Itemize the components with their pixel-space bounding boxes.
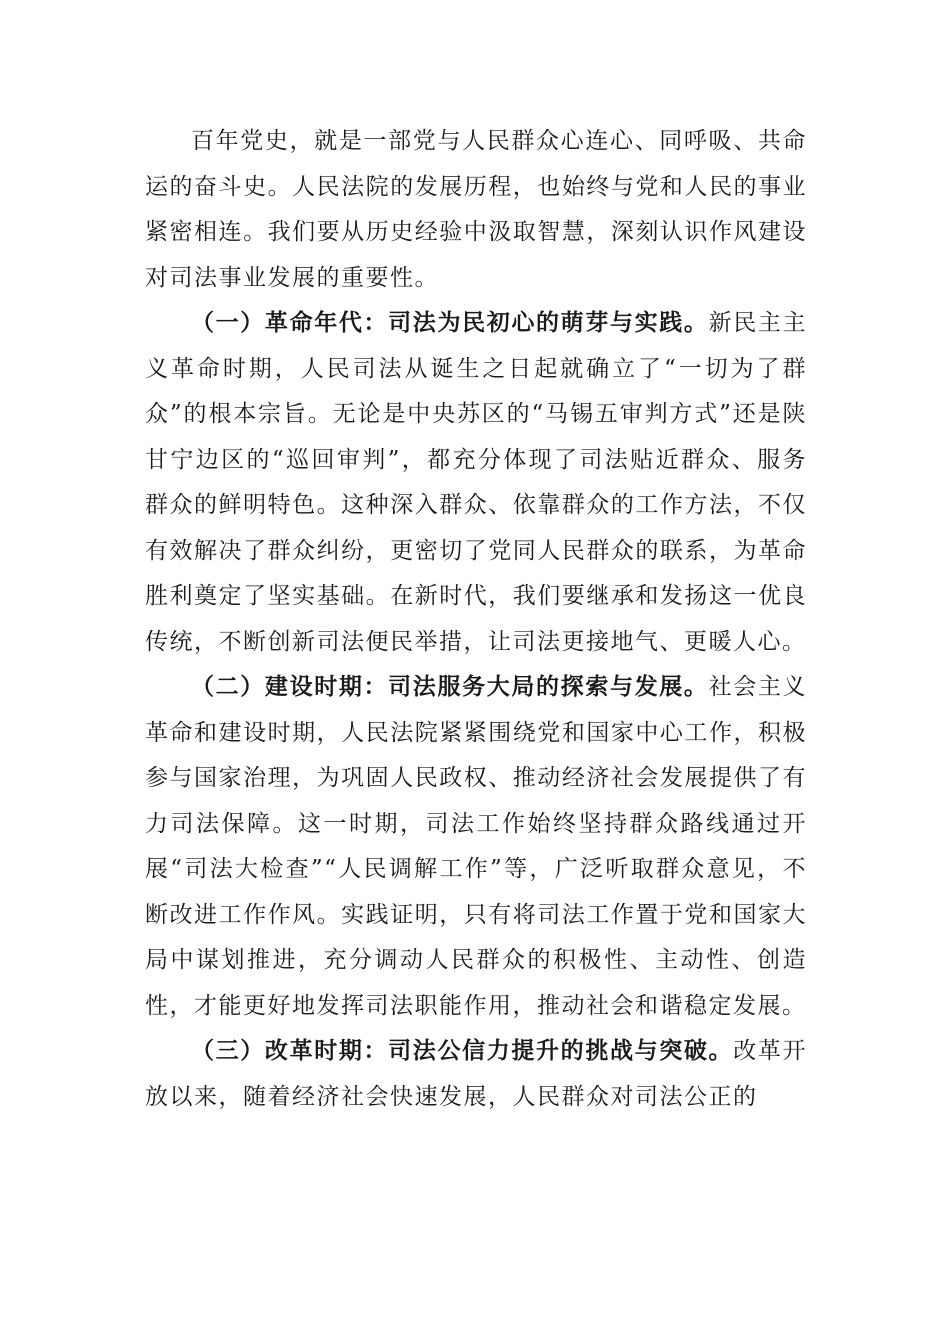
document-page bbox=[145, 119, 807, 1120]
section-3-heading: （三）改革时期：司法公信力提升的挑战与突破。 bbox=[191, 1038, 734, 1064]
section-2-body: 社会主义革命和建设时期，人民法院紧紧围绕党和国家中心工作，积极参与国家治理，为巩固人民政权、推动经济社会发展提供了有力司法保障。这一时期，司法工作始终坚持群众路线通过开展“司法大检查”“人民调解工作”等，广泛听取群众意见，不断改进工作作风。实践证明，只有将司法工作置于党和国家大局中谋划推进，充分调动人民群众的积极性、主动性、创造性，才能更好地发挥司法职能作用，推动社会和谐稳定发展。 bbox=[145, 674, 808, 1019]
section-1-heading: （一）革命年代：司法为民初心的萌芽与实践。 bbox=[191, 310, 709, 336]
intro-text: 百年党史，就是一部党与人民群众心连心、同呼吸、共命运的奋斗史。人民法院的发展历程，也始终与党和人民的事业紧密相连。我们要从历史经验中汲取智慧，深刻认识作风建设对司法事业发展的重要性。 bbox=[145, 128, 807, 291]
section-1-paragraph bbox=[145, 301, 807, 665]
section-3-body: 改革开放以来，随着经济社会快速发展，人民群众对司法公正的 bbox=[145, 1038, 808, 1110]
intro-paragraph bbox=[145, 119, 807, 301]
section-1-body: 新民主主义革命时期，人民司法从诞生之日起就确立了“一切为了群众”的根本宗旨。无论是中央苏区的“马锡五审判方式”还是陕甘宁边区的“巡回审判”，都充分体现了司法贴近群众、服务群众的鲜明特色。这种深入群众、依靠群众的工作方法，不仅有效解决了群众纠纷，更密切了党同人民群众的联系，为革命胜利奠定了坚实基础。在新时代，我们要继承和发扬这一优良传统，不断创新司法便民举措，让司法更接地气、更暖人心。 bbox=[145, 310, 808, 655]
section-2-paragraph bbox=[145, 665, 807, 1029]
section-2-heading: （二）建设时期：司法服务大局的探索与发展。 bbox=[191, 674, 709, 700]
section-3-paragraph bbox=[145, 1029, 807, 1120]
